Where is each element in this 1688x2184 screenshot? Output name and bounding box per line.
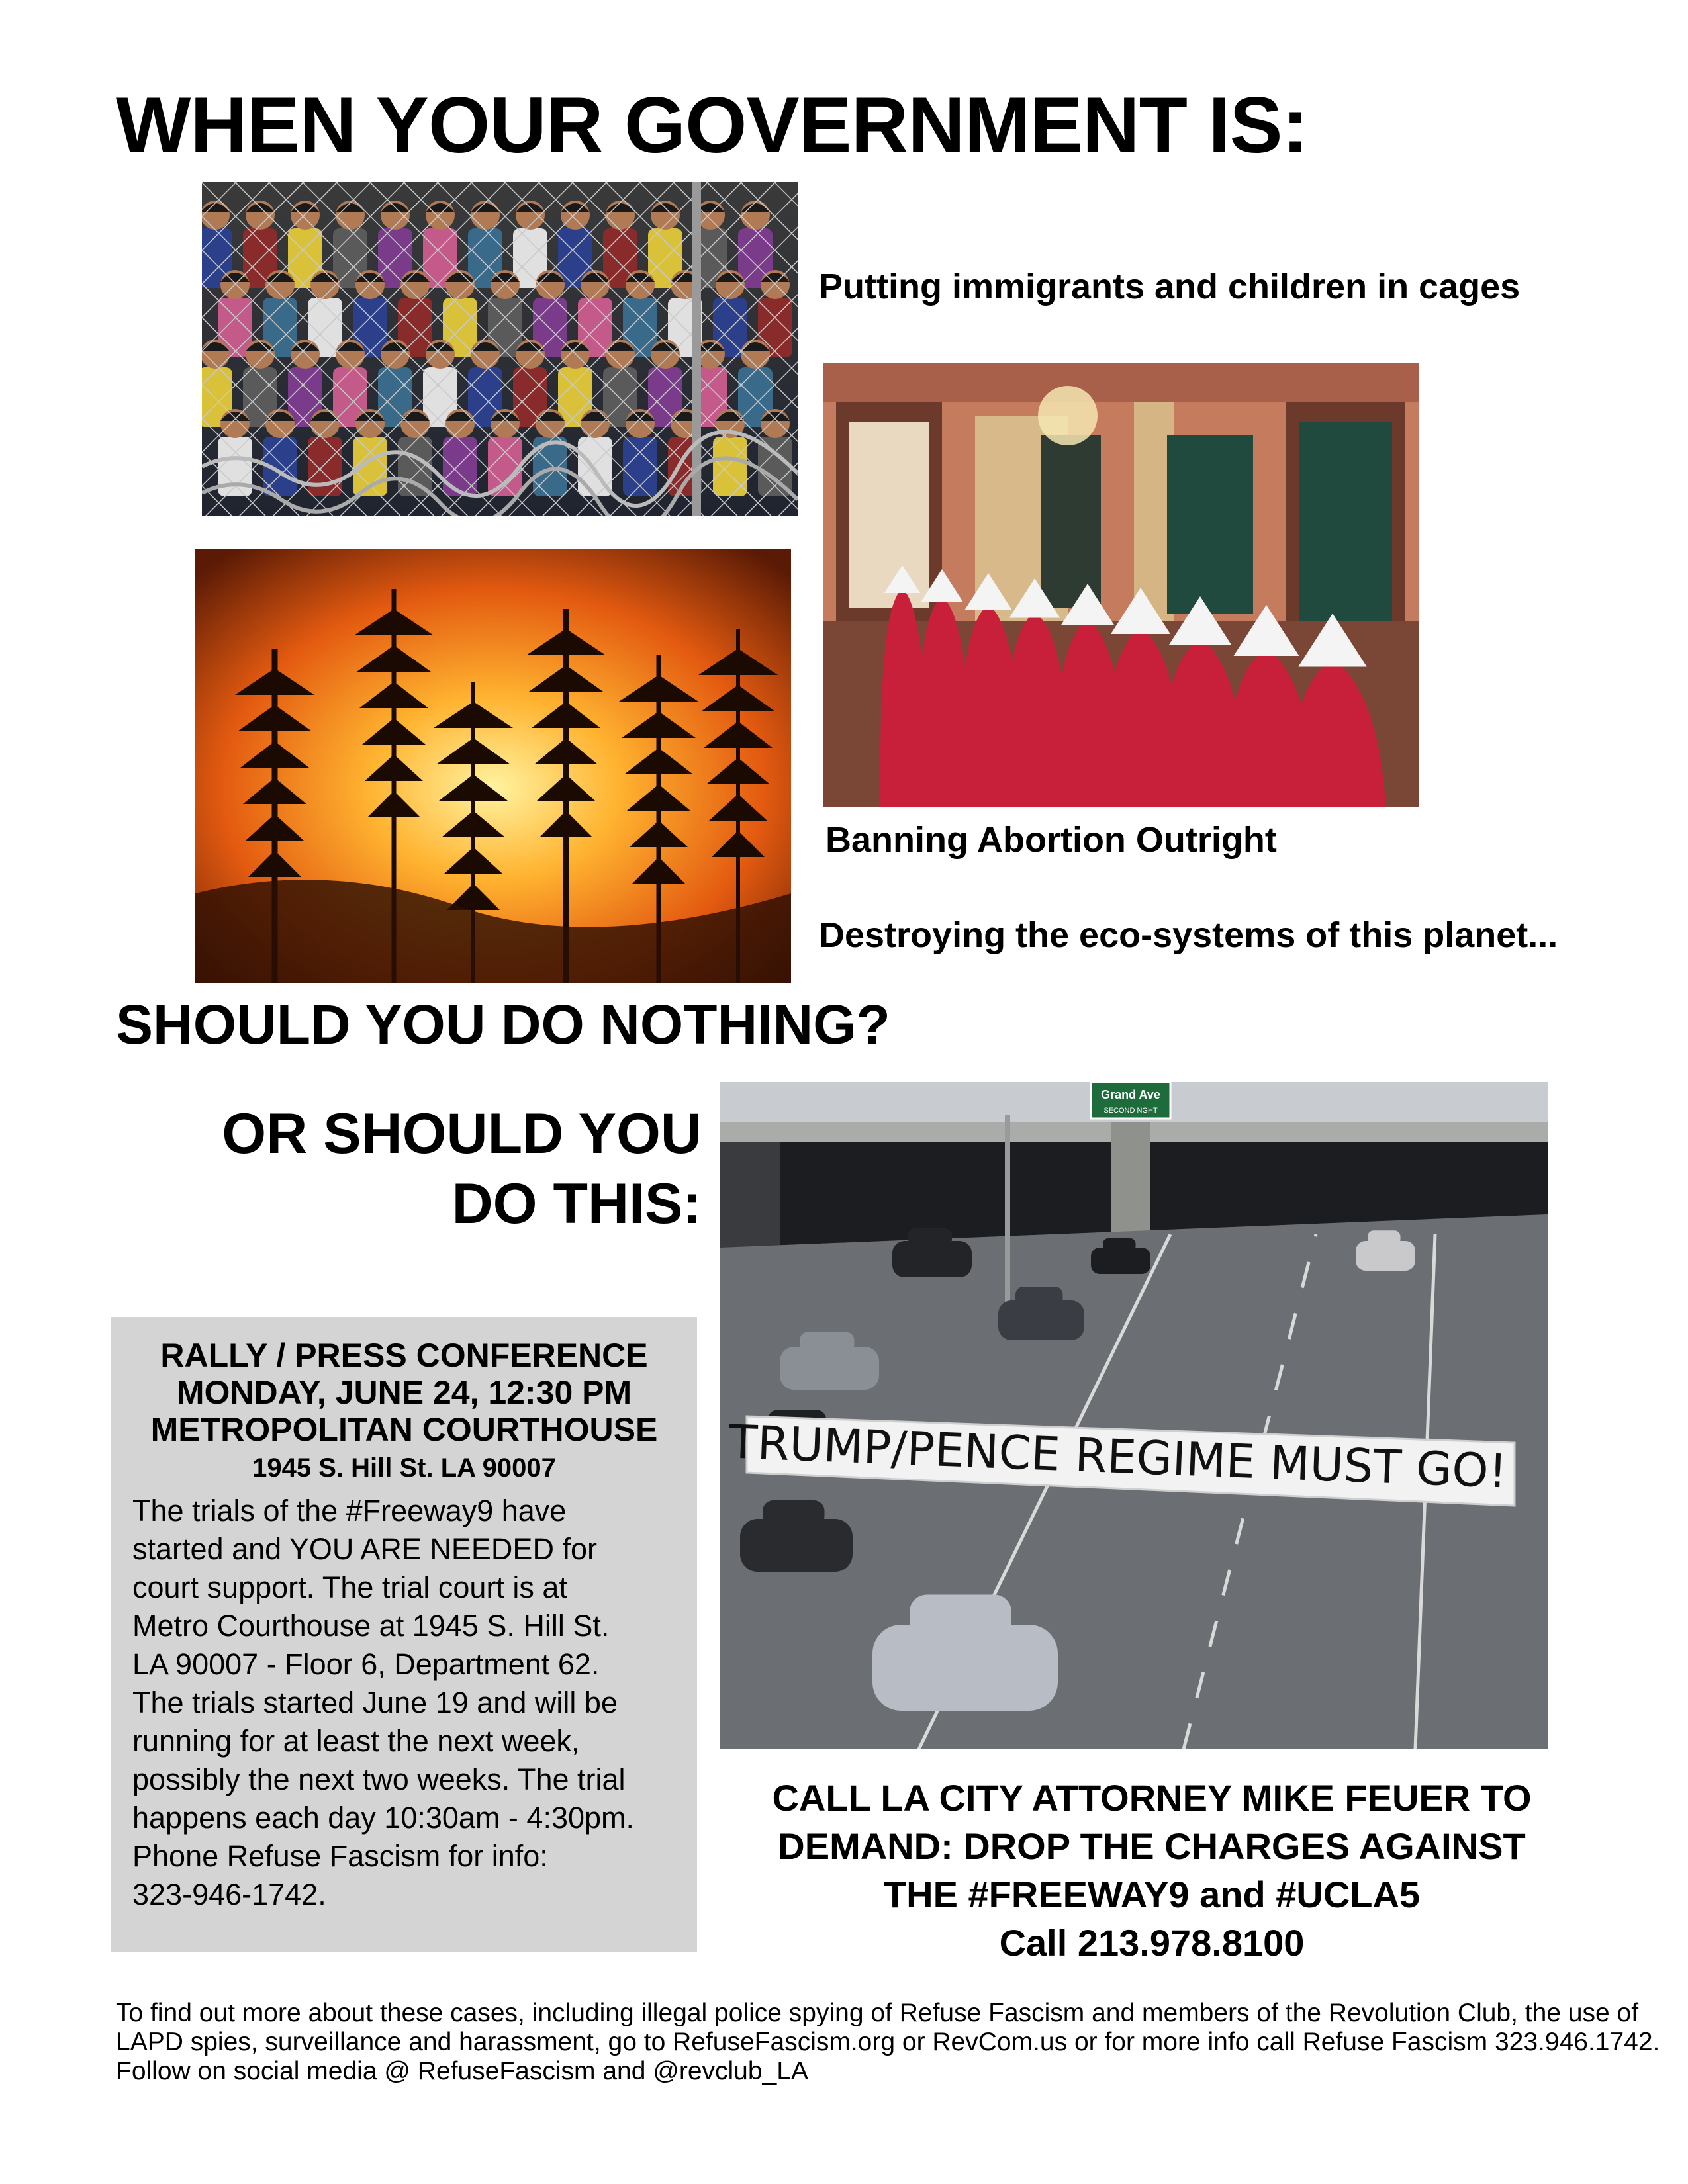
rally-body-line: Metro Courthouse at 1945 S. Hill St.	[132, 1609, 610, 1643]
rally-body-line: running for at least the next week,	[132, 1724, 580, 1758]
headline: WHEN YOUR GOVERNMENT IS:	[116, 81, 1308, 169]
call-line-1: CALL LA CITY ATTORNEY MIKE FEUER TO	[772, 1777, 1532, 1819]
rally-body-line: court support. The trial court is at	[132, 1570, 567, 1604]
rally-body-line: started and YOU ARE NEEDED for	[132, 1532, 597, 1566]
rally-info-box	[111, 1317, 697, 1952]
immigrants-cage-photo	[202, 182, 798, 516]
rally-heading-1: RALLY / PRESS CONFERENCE	[160, 1337, 648, 1374]
call-to-action	[708, 1774, 1595, 1967]
freeway-banner-photo	[720, 1082, 1548, 1749]
protest-banner-text: TRUMP/PENCE REGIME MUST GO!	[727, 1414, 1509, 1499]
footer-line-3: Follow on social media @ RefuseFascism and @revclub_LA	[116, 2057, 808, 2085]
question-do-nothing: SHOULD YOU DO NOTHING?	[116, 993, 890, 1056]
rally-body	[131, 1492, 677, 1914]
call-line-3: THE #FREEWAY9 and #UCLA5	[883, 1874, 1421, 1915]
call-phone: Call 213.978.8100	[999, 1922, 1305, 1964]
rally-body-line: The trials of the #Freeway9 have	[132, 1494, 567, 1527]
caption-immigrants: Putting immigrants and children in cages	[819, 267, 1521, 306]
question-do-this-line-2: DO THIS:	[451, 1172, 702, 1236]
rally-heading-2: MONDAY, JUNE 24, 12:30 PM	[176, 1374, 632, 1411]
question-do-this	[132, 1099, 702, 1239]
rally-body-line: 323-946-1742.	[132, 1878, 326, 1911]
caption-ecosystems: Destroying the eco-systems of this planet...	[819, 915, 1558, 955]
rally-body-line: LA 90007 - Floor 6, Department 62.	[132, 1647, 600, 1681]
call-line-2: DEMAND: DROP THE CHARGES AGAINST	[778, 1825, 1526, 1867]
footer-line-1: To find out more about these cases, including illegal police spying of Refuse Fascism and members of the Revolution Club, the use of	[116, 1999, 1639, 2027]
rally-body-line: happens each day 10:30am - 4:30pm.	[132, 1801, 635, 1835]
rally-heading-3: METROPOLITAN COURTHOUSE	[150, 1411, 658, 1448]
rally-address: 1945 S. Hill St. LA 90007	[252, 1453, 556, 1482]
grand-ave-sign-subtext: SECOND NGHT	[1103, 1107, 1158, 1115]
rally-body-line: Phone Refuse Fascism for info:	[132, 1839, 548, 1873]
caption-abortion: Banning Abortion Outright	[825, 820, 1277, 860]
grand-ave-sign-text: Grand Ave	[1101, 1088, 1160, 1101]
footer-info	[116, 1999, 1660, 2086]
rally-body-line: The trials started June 19 and will be	[132, 1686, 618, 1719]
question-do-this-line-1: OR SHOULD YOU	[222, 1102, 702, 1165]
footer-line-2: LAPD spies, surveillance and harassment, go to RefuseFascism.org or RevCom.us or for more info call Refuse Fascism 323.946.1742.	[116, 2028, 1660, 2056]
wildfire-photo	[195, 549, 791, 983]
handmaids-protest-photo	[823, 363, 1419, 807]
rally-body-line: possibly the next two weeks. The trial	[132, 1762, 626, 1796]
